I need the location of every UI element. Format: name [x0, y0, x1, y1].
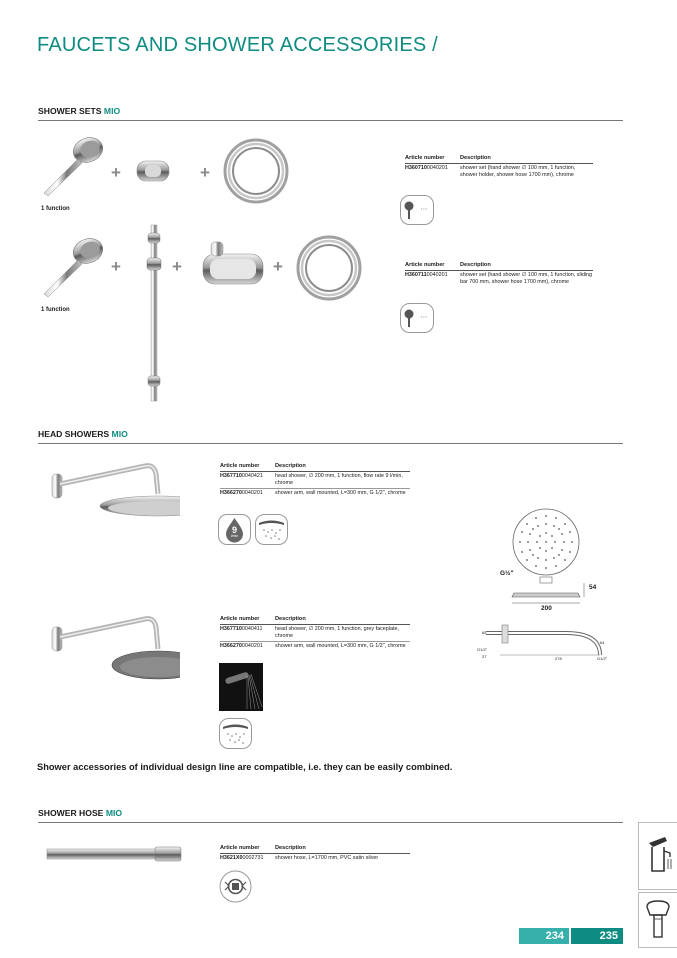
column-header: Description [275, 616, 306, 622]
section-heading-shower-sets [38, 106, 120, 116]
table-row [405, 164, 593, 180]
shower-holder-image [135, 155, 171, 187]
flow-rate-unit: l/min [230, 534, 239, 538]
faucet-icon [639, 823, 677, 889]
section-heading-text: SHOWER SETS [38, 106, 102, 116]
hand-shower-image [38, 236, 108, 300]
flow-rate-badge [218, 514, 251, 545]
hose-connection-icon [219, 870, 252, 903]
table-header [220, 616, 410, 625]
column-header: Description [460, 155, 491, 161]
height-dimension: 54 [589, 584, 597, 591]
arm-dimension: 27 [482, 654, 487, 659]
arm-dimension: 64 [600, 640, 605, 645]
column-header: Article number [220, 616, 260, 622]
article-number [220, 626, 275, 640]
table-row [220, 625, 410, 642]
article-number-bold: H366270 [220, 642, 242, 649]
page-number-left: 234 [519, 928, 569, 944]
section-divider [38, 443, 623, 444]
table-header [220, 845, 410, 854]
article-number-rest: 0040201 [241, 489, 263, 496]
function-label: 1 function [41, 307, 70, 313]
column-header: Article number [220, 845, 260, 851]
article-number-bold: H3621X0 [220, 854, 243, 861]
shower-hose-coil-image [295, 234, 363, 302]
article-number-bold: H367710 [220, 625, 242, 632]
section-heading-accent: MIO [103, 106, 121, 116]
article-number-rest: 0040201 [241, 642, 263, 649]
article-number-bold: H360710 [405, 164, 427, 171]
column-header: Description [275, 463, 306, 469]
column-header: Article number [405, 262, 445, 268]
article-description: head shower, ∅ 200 mm, 1 function, grey faceplate, chrome [275, 625, 399, 639]
article-number-bold: H360711 [405, 271, 427, 278]
nozzle-pattern [519, 515, 573, 569]
svg-text:⋯: ⋯ [420, 205, 428, 213]
compatibility-note: Shower accessories of individual design line are compatible, i.e. they can be easily combined. [37, 762, 453, 772]
shower-icon [639, 893, 677, 947]
thread-dimension: G½" [500, 570, 514, 577]
article-table [220, 616, 410, 651]
function-label: 1 function [41, 206, 70, 212]
shower-hose-image [45, 843, 185, 867]
section-heading-head-showers [38, 429, 128, 439]
section-heading-accent: MIO [105, 808, 123, 818]
article-number [405, 165, 460, 179]
article-number-rest: 0040421 [241, 472, 263, 479]
section-heading-text: HEAD SHOWERS [38, 429, 110, 439]
head-shower-image [50, 613, 180, 685]
sliding-bar-image [142, 221, 166, 405]
page-title: FAUCETS AND SHOWER ACCESSORIES / [37, 34, 438, 56]
column-header: Description [275, 845, 306, 851]
arm-dimension: 278 [555, 656, 562, 661]
article-description: shower set (hand shower ∅ 100 mm, 1 function, sliding bar 700 mm, shower hose 1700 mm), chrome [460, 271, 593, 285]
page-number-right: 235 [571, 928, 623, 944]
article-description: shower arm, wall mounted, L=300 mm, G 1/2", chrome [275, 489, 406, 496]
section-heading-shower-hose [38, 808, 122, 818]
article-description: shower arm, wall mounted, L=300 mm, G 1/2", chrome [275, 642, 406, 649]
article-number [220, 473, 275, 487]
section-divider [38, 120, 623, 121]
article-number [405, 272, 460, 286]
arm-dimension: 65 [482, 630, 487, 635]
flow-rate-value: 9 [231, 525, 237, 535]
article-table [220, 463, 410, 498]
article-number [220, 643, 275, 650]
rain-spray-icon [255, 514, 288, 545]
arm-dimension: G1/2" [597, 656, 608, 661]
shower-hose-coil-image [222, 137, 290, 205]
article-description: head shower, ∅ 200 mm, 1 function, flow rate 9 l/min, chrome [275, 472, 403, 486]
article-number-bold: H366270 [220, 489, 242, 496]
table-header [220, 463, 410, 472]
article-description: shower set (hand shower ∅ 100 mm, 1 function, shower holder, shower hose 1700 mm), chrome [460, 164, 576, 178]
column-header: Article number [405, 155, 445, 161]
table-row [405, 271, 593, 287]
section-heading-accent: MIO [111, 429, 128, 439]
column-header: Description [460, 262, 491, 268]
table-row [220, 642, 410, 651]
article-number-rest: 0040411 [241, 625, 263, 632]
plus-icon: + [111, 257, 121, 276]
rain-spray-icon [219, 718, 252, 749]
hand-shower-image [38, 135, 108, 199]
article-number-bold: H367710 [220, 472, 242, 479]
table-row [220, 472, 410, 489]
diameter-dimension: 200 [541, 605, 552, 612]
article-number-rest: 0040201 [426, 271, 448, 278]
article-table [405, 262, 593, 287]
head-shower-image [50, 460, 180, 522]
article-number [220, 490, 275, 497]
section-heading-text: SHOWER HOSE [38, 808, 104, 818]
table-row [220, 489, 410, 498]
article-number-rest: 0002731 [242, 854, 264, 861]
hand-shower-function-icon [400, 303, 434, 333]
side-tab-shower[interactable] [638, 892, 677, 948]
soap-dish-image [201, 240, 265, 288]
article-number [220, 855, 275, 862]
article-description: shower hose, L=1700 mm, PVC satin silver [275, 854, 379, 861]
article-table [220, 845, 410, 863]
hand-shower-function-icon [400, 195, 434, 225]
table-row [220, 854, 410, 863]
plus-icon: + [172, 257, 182, 276]
column-header: Article number [220, 463, 260, 469]
table-header [405, 262, 593, 271]
article-table [405, 155, 593, 180]
plus-icon: + [200, 163, 210, 182]
arm-dimension: G1/2" [477, 647, 488, 652]
side-tab-faucets[interactable] [638, 822, 677, 890]
plus-icon: + [273, 257, 283, 276]
plus-icon: + [111, 163, 121, 182]
svg-text:⋯: ⋯ [420, 313, 428, 321]
spray-photo-image [219, 663, 263, 711]
article-number-rest: 0040201 [426, 164, 448, 171]
technical-drawing [480, 505, 620, 665]
section-divider [38, 822, 623, 823]
table-header [405, 155, 593, 164]
